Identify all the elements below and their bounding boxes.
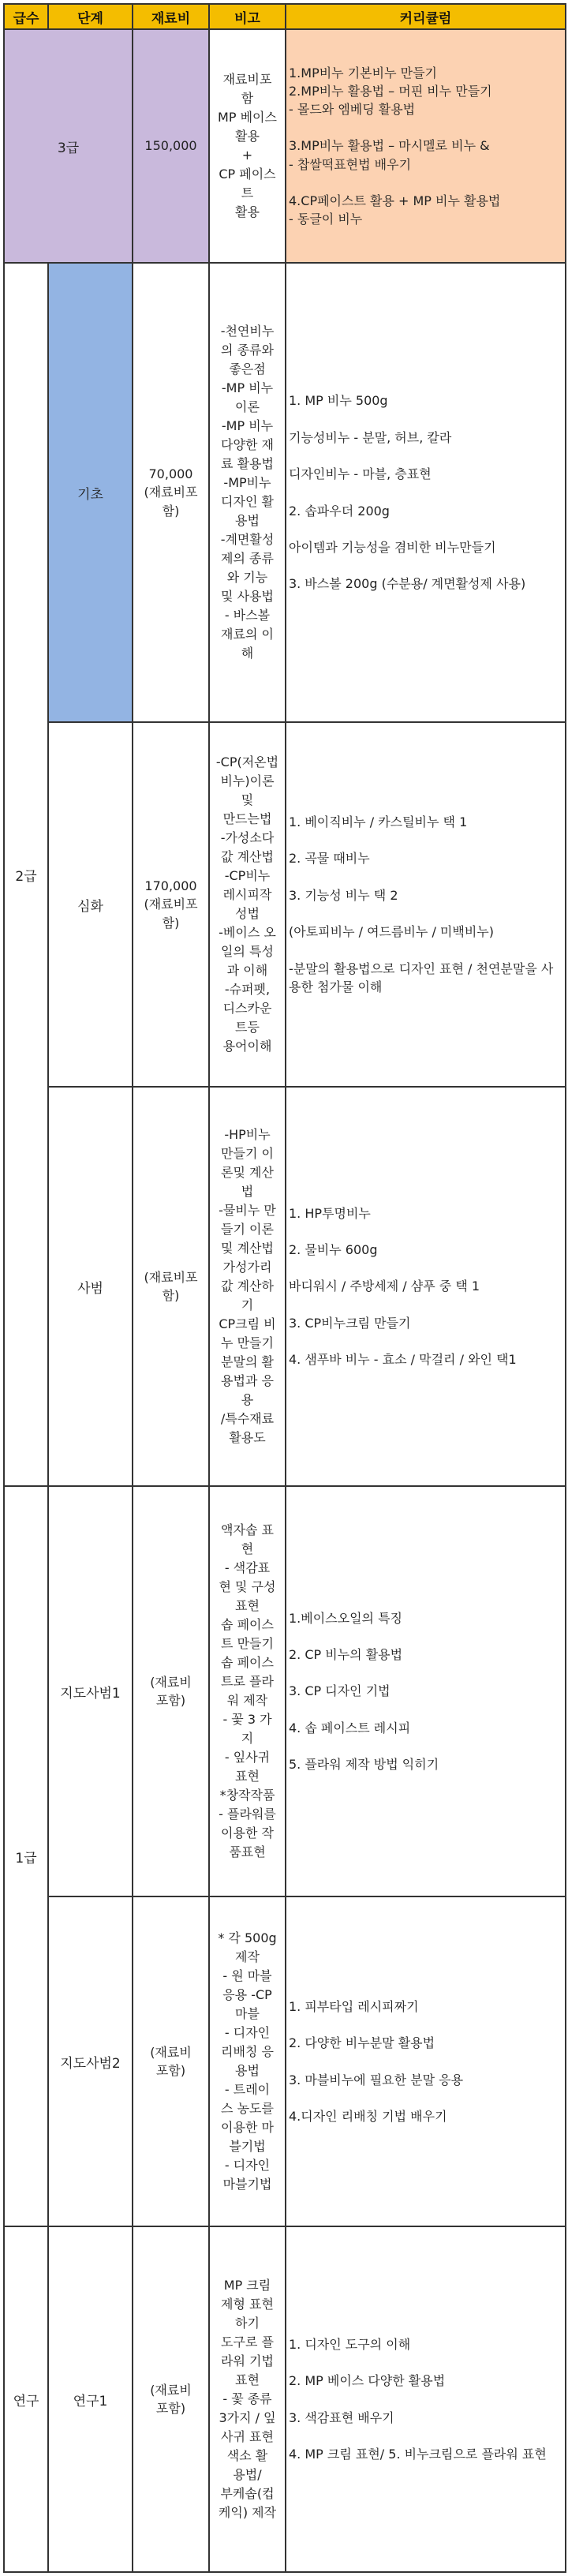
curriculum-item [289, 1664, 562, 1682]
master-fee: (재료비포 함) [133, 1087, 209, 1486]
table-row-grade3 [4, 29, 566, 263]
curriculum-item: 3. 마블비누에 필요한 분말 응용 [289, 2072, 464, 2087]
master-stage: 사범 [48, 1087, 133, 1486]
curriculum-item: 4.CP페이스트 활용 + MP 비누 활용법 [289, 193, 501, 208]
curriculum-item: 바디워시 / 주방세제 / 샴푸 중 택 1 [289, 1279, 480, 1294]
grade1-label: 1급 [4, 1486, 48, 2226]
curriculum-item: 4. MP 크림 표현/ 5. 비누크림으로 플라워 표현 [289, 2446, 547, 2462]
curriculum-item: 1. 피부타입 레시피짜기 [289, 1998, 419, 2014]
curriculum-item: 2. 다양한 비누분말 활용법 [289, 2035, 435, 2051]
curriculum-item: 4. 샘푸바 비누 - 효소 / 막걸리 / 와인 택1 [289, 1352, 517, 1368]
instructor2-curriculum [286, 1896, 566, 2226]
table-row-research [4, 2226, 566, 2572]
curriculum-item: - 몰드와 엠베딩 활용법 [289, 102, 416, 118]
curriculum-item: 3. 바스볼 200g (수분용/ 계면활성제 사용) [289, 576, 526, 592]
instructor1-stage: 지도사범1 [48, 1486, 133, 1896]
grade3-label: 3급 [4, 29, 133, 263]
table-row-instructor1 [4, 1486, 566, 1896]
table-row-basic [4, 263, 566, 722]
curriculum-item [289, 904, 562, 923]
curriculum-item [289, 447, 562, 465]
curriculum-sheet [0, 3, 566, 2574]
deep-curriculum [286, 722, 566, 1087]
curriculum-item [289, 410, 562, 429]
instructor2-stage: 지도사범2 [48, 1896, 133, 2226]
master-curriculum [286, 1087, 566, 1486]
curriculum-item [289, 1259, 562, 1277]
curriculum-item: 3.MP비누 활용법 – 마시멜로 비누 & [289, 138, 490, 154]
research-grade: 연구 [4, 2226, 48, 2572]
instructor2-note: * 각 500g 제작 - 원 마블 응용 -CP 마블 - 디자인 리배칭 응 용법 - 트레이 스 농도를 이용한 마 블기법 - 디자인 마블기법 [209, 1896, 286, 2226]
curriculum-item: 2. 곡물 때비누 [289, 851, 370, 867]
research-stage: 연구1 [48, 2226, 133, 2572]
curriculum-item: - 찹쌀떡표현법 배우기 [289, 156, 412, 172]
curriculum-item: 2. 솝파우더 200g [289, 503, 390, 519]
table-row-instructor2 [4, 1896, 566, 2226]
curriculum-item: -분말의 활용법으로 디자인 표현 / 천연분말을 사용한 첨가물 이해 [289, 960, 554, 994]
basic-fee: 70,000 (재료비포 함) [133, 263, 209, 722]
deep-fee: 170,000 (재료비포 함) [133, 722, 209, 1087]
header-curriculum: 커리큘럼 [286, 4, 566, 29]
grade3-curriculum [286, 29, 566, 263]
curriculum-item: 3. CP비누크림 만들기 [289, 1315, 411, 1331]
curriculum-item [289, 483, 562, 501]
research-fee: (재료비 포함) [133, 2226, 209, 2572]
curriculum-item: 4.디자인 리배칭 기법 배우기 [289, 2108, 447, 2124]
curriculum-item [289, 1701, 562, 1719]
curriculum-item [289, 2052, 562, 2070]
curriculum-item: 디자인비누 - 마블, 층표현 [289, 466, 432, 482]
research-curriculum [286, 2226, 566, 2572]
curriculum-item [289, 520, 562, 538]
curriculum-item [289, 556, 562, 575]
curriculum-item [289, 2089, 562, 2107]
master-note: -HP비누 만들기 이 론및 계산 법 -물비누 만 들기 이론 및 계산법 가성가리 값 계산하 기 CP크림 비 누 만들기 분말의 활 용법과 응 용 /특수재료 활용도 [209, 1087, 286, 1486]
curriculum-item [289, 1222, 562, 1241]
curriculum-item [289, 2427, 562, 2445]
curriculum-item [289, 2353, 562, 2372]
curriculum-item: 1.베이스오일의 특징 [289, 1610, 402, 1626]
curriculum-item: 1. MP 비누 500g [289, 393, 388, 409]
curriculum-item: 2.MP비누 활용법 – 머핀 비누 만들기 [289, 83, 492, 99]
curriculum-item: 기능성비누 - 분말, 허브, 칼라 [289, 429, 452, 445]
curriculum-item [289, 118, 562, 137]
instructor1-fee: (재료비 포함) [133, 1486, 209, 1896]
header-fee: 재료비 [133, 4, 209, 29]
curriculum-item [289, 2390, 562, 2408]
curriculum-item: 1. 베이직비누 / 카스틸비누 택 1 [289, 814, 468, 830]
instructor1-note: 액자솝 표 현 - 색감표 현 및 구성 표현 솝 페이스 트 만들기 솝 페이스 트로 플라 워 제작 - 꽃 3 가 지 - 잎사귀 표현 *창작작품 - 플라워를 이용한 작 품표현 [209, 1486, 286, 1896]
curriculum-table [3, 3, 566, 2573]
curriculum-item: 3. 색감표현 배우기 [289, 2409, 394, 2425]
curriculum-item [289, 868, 562, 886]
curriculum-item [289, 2016, 562, 2034]
curriculum-item: 2. 물비누 600g [289, 1242, 378, 1258]
curriculum-item: 1. HP투명비누 [289, 1205, 371, 1221]
header-note: 비고 [209, 4, 286, 29]
curriculum-item: 아이템과 기능성을 겸비한 비누만들기 [289, 539, 496, 555]
grade2-label: 2급 [4, 263, 48, 1486]
basic-stage: 기초 [48, 263, 133, 722]
curriculum-item: 4. 솝 페이스트 레시피 [289, 1720, 411, 1735]
basic-note: -천연비누 의 종류와 좋은점 -MP 비누 이론 -MP 비누 다양한 재 료 활용법 -MP비누 디자인 활 용법 -계면활성 제의 종류 와 기능 및 사용법 - 바스볼 재료의 이 해 [209, 263, 286, 722]
header-grade: 급수 [4, 4, 48, 29]
curriculum-item [289, 831, 562, 849]
table-row-deep [4, 722, 566, 1087]
header-row [4, 4, 566, 29]
curriculum-item: (아토피비누 / 여드름비누 / 미백비누) [289, 924, 494, 940]
curriculum-item [289, 1332, 562, 1350]
research-note: MP 크림 제형 표현 하기 도구로 플 라워 기법 표현 - 꽃 종류 3가지 / 잎 사귀 표현 색소 활 용법/ 부케솝(컵 케익) 제작 [209, 2226, 286, 2572]
curriculum-item: - 동글이 비누 [289, 212, 363, 227]
curriculum-item: 3. CP 디자인 기법 [289, 1683, 390, 1699]
curriculum-item: 1. 디자인 도구의 이해 [289, 2336, 411, 2352]
basic-curriculum [286, 263, 566, 722]
curriculum-item [289, 1627, 562, 1646]
grade3-fee: 150,000 [133, 29, 209, 263]
curriculum-item: 2. MP 베이스 다양한 활용법 [289, 2373, 446, 2389]
curriculum-item [289, 941, 562, 959]
instructor1-curriculum [286, 1486, 566, 1896]
header-stage: 단계 [48, 4, 133, 29]
curriculum-item: 2. CP 비누의 활용법 [289, 1647, 403, 1663]
curriculum-item: 3. 기능성 비누 택 2 [289, 887, 398, 903]
curriculum-item: 1.MP비누 기본비누 만들기 [289, 65, 437, 80]
curriculum-item [289, 174, 562, 192]
table-row-master [4, 1087, 566, 1486]
deep-note: -CP(저온법 비누)이론 및 만드는법 -가성소다 값 계산법 -CP비누 레시피작 성법 -베이스 오 일의 특성 과 이해 -슈퍼펫, 디스카운 트등 용어이해 [209, 722, 286, 1087]
instructor2-fee: (재료비 포함) [133, 1896, 209, 2226]
curriculum-item [289, 1737, 562, 1755]
curriculum-item: 5. 플라워 제작 방법 익히기 [289, 1757, 439, 1773]
deep-stage: 심화 [48, 722, 133, 1087]
grade3-note: 재료비포 함 MP 베이스 활용 + CP 페이스 트 활용 [209, 29, 286, 263]
curriculum-item [289, 1296, 562, 1314]
